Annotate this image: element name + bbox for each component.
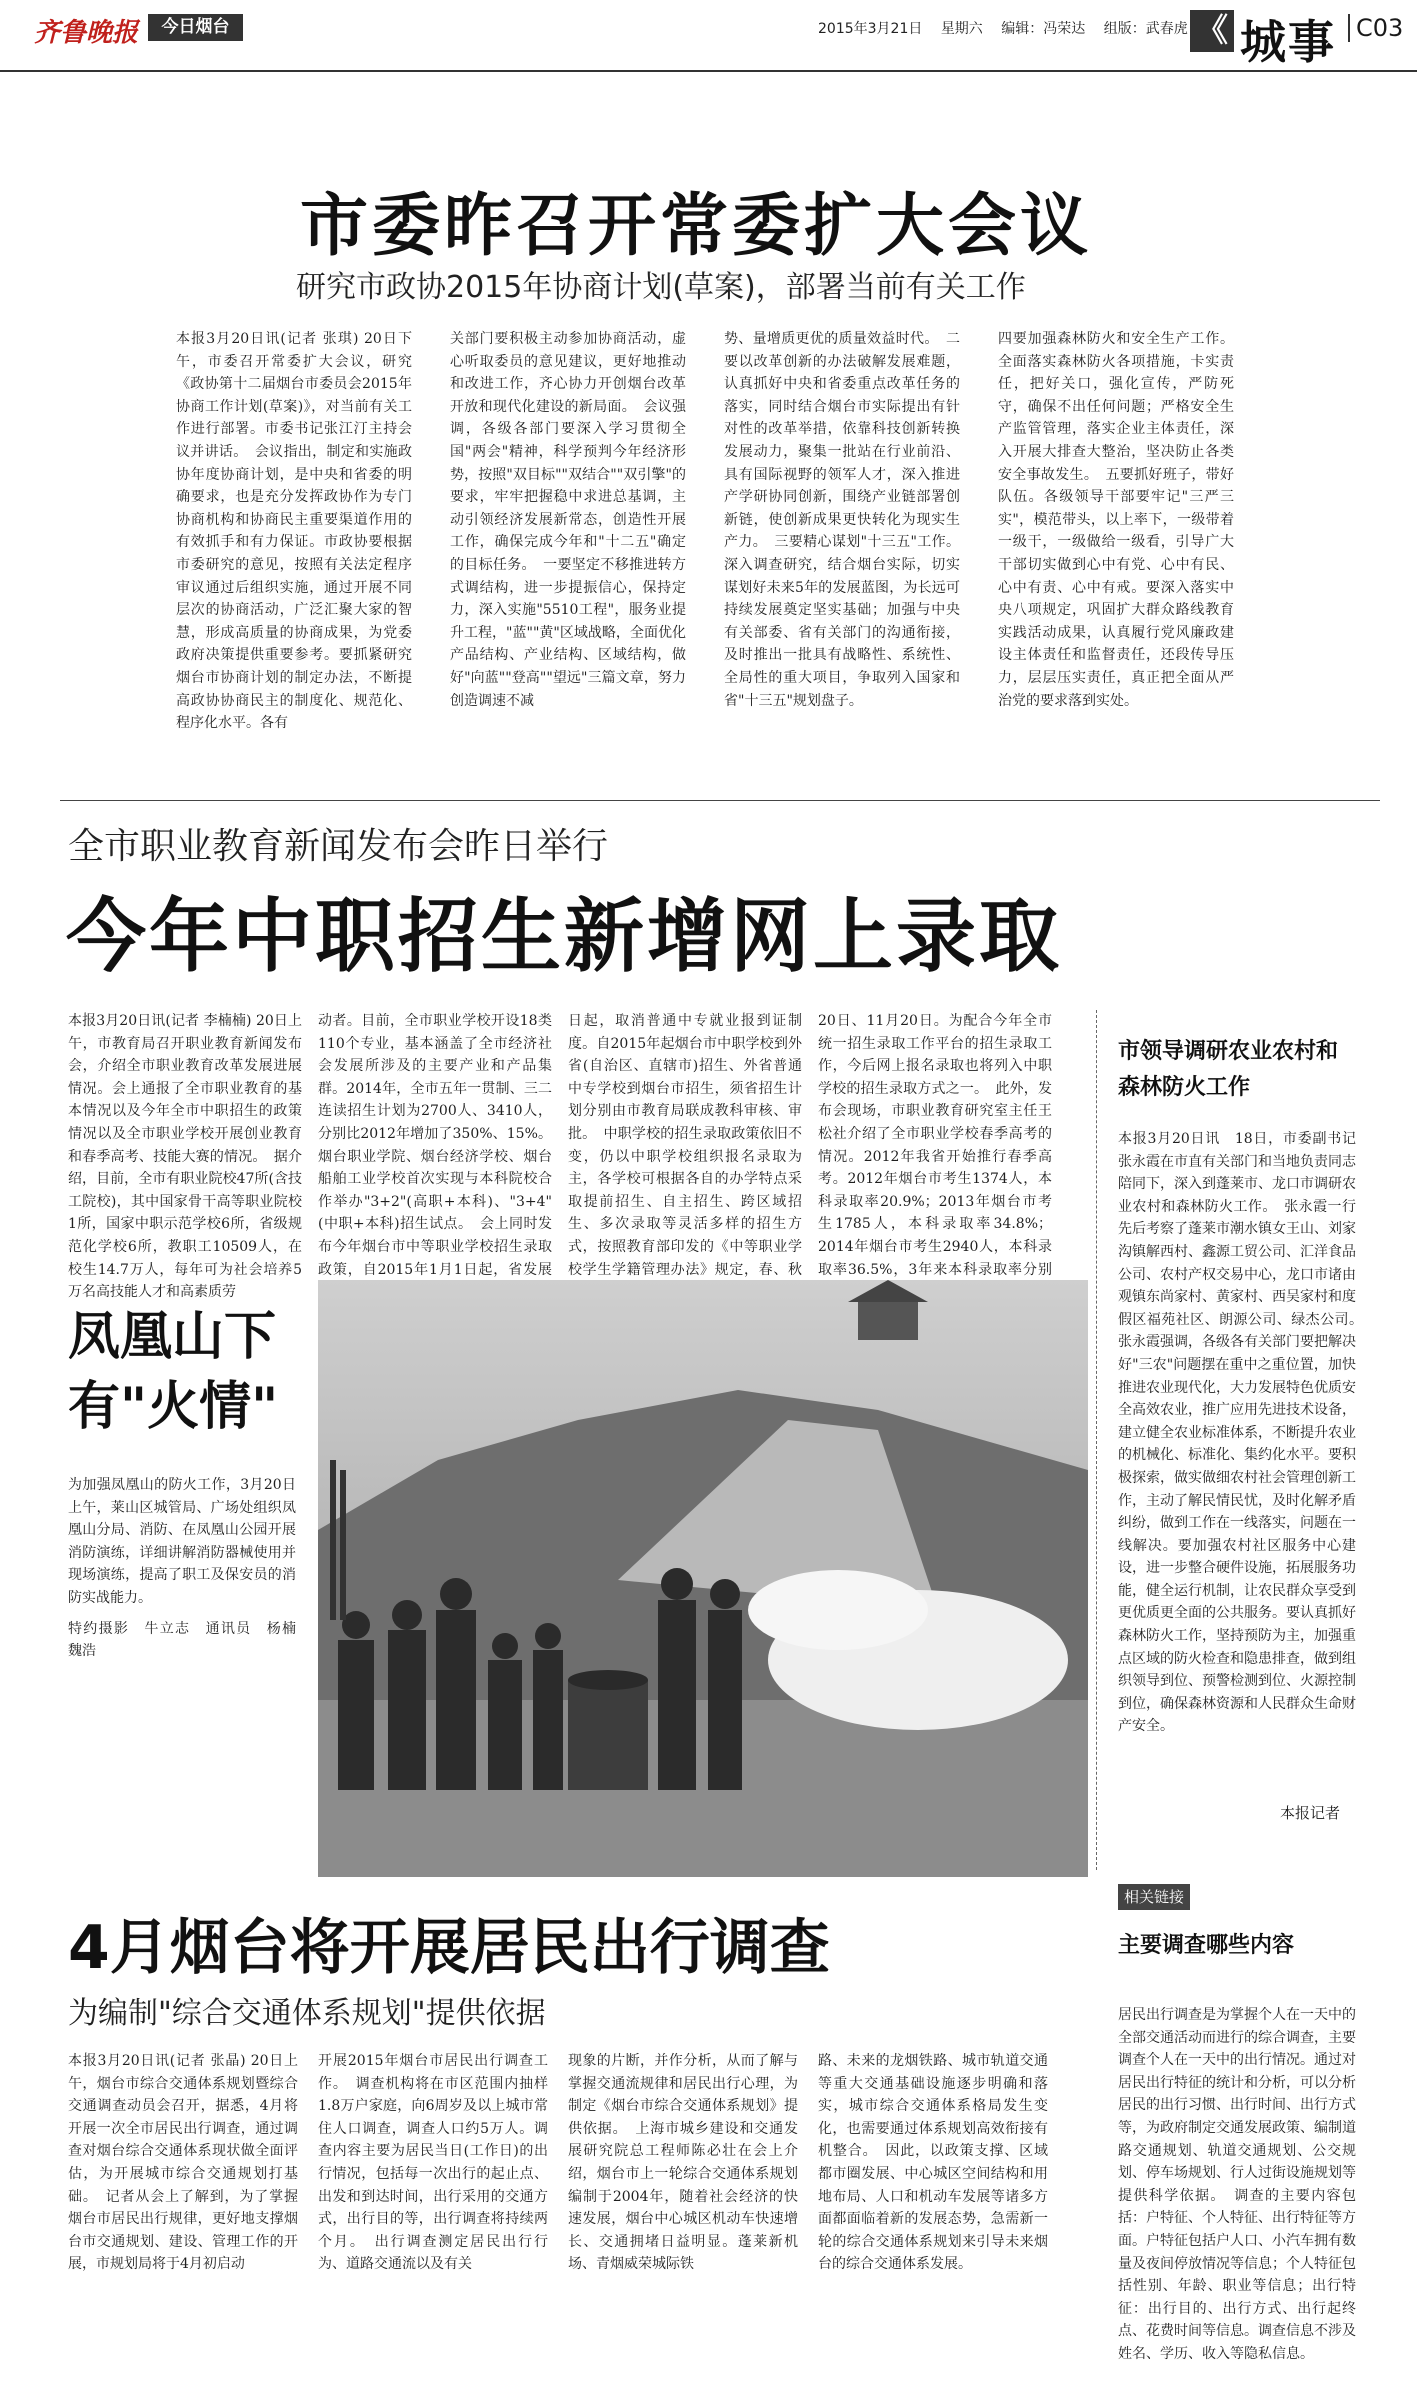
category-name: 城事 <box>1240 15 1336 69</box>
sidebar1-title: 市领导调研农业农村和森林防火工作 <box>1118 1039 1339 1100</box>
article3-column-2 <box>318 2050 548 2378</box>
issue-meta <box>818 18 1202 38</box>
related-text: 居民出行调查是为掌握个人在一天中的全部交通活动而进行的综合调查，主要调查个人在一天中的出行情况。通过对居民出行特征的统计和分析，可以分析居民的出行习惯、出行时间、出行方式等，为政府制定交通发展政策、编制道路交通规划、轨道交通规划、公交规划、停车场规划、行人过街设施规划等提供科学依据。 调查的主要内容包括：户特征、个人特征、出行特征等方面。户特征包括户人口、小汽车拥有数量及夜间停放情况等信息；个人特征包括性别、年龄、职业等信息；出行特征：出行目的、出行方式、出行起终点、花费时间等信息。调查信息不涉及姓名、学历、收入等隐私信息。 <box>1118 2007 1356 2362</box>
article2-column-2 <box>318 1010 552 1278</box>
article3-column-1 <box>68 2050 298 2378</box>
related-title: 主要调查哪些内容 <box>1118 1933 1295 1958</box>
layout-credit: 组版：武春虎 <box>1103 21 1188 37</box>
photo-credit: 特约摄影 牛立志 通讯员 杨楠 魏浩 <box>68 1620 310 1660</box>
photo-title-line2: 有"火情" <box>68 1377 279 1437</box>
article3-column-3 <box>568 2050 798 2378</box>
photo-illustration <box>318 1280 1088 1877</box>
related-link-tag: 相关链接 <box>1118 1884 1190 1910</box>
article1-col3-text: 势、量增质更优的质量效益时代。 二要以改革创新的办法破解发展难题，认真抓好中央和省委重点改革任务的落实，同时结合烟台市实际提出有针对性的改革举措，依靠科技创新转换发展动力，聚集一批站在行业前沿、具有国际视野的领军人才，深入推进产学研协同创新，围绕产业链部署创新链，使创新成果更快转化为现实生产力。 三要精心谋划"十三五"工作。深入调查研究，结合烟台实际，切实谋划好未来5年的发展蓝图，为长远可持续发展奠定坚实基础；加强与中央有关部委、省有关部门的沟通衔接，及时推出一批具有战略性、系统性、全局性的重大项目，争取列入国家和省"十三五"规划盘子。 <box>724 331 960 709</box>
photo-caption <box>68 1474 310 1784</box>
article2-col4-text: 20日、11月20日。为配合今年全市统一招生录取工作平台的招生录取工作，今后网上报名录取也将列入中职学校的招生录取方式之一。 此外，发布会现场，市职业教育研究室主任王松社介绍了全市职业学校春季高考的情况。2012年我省开始推行春季高考。2012年烟台市考生1374人，本科录取率20.9%；2013年烟台市考生1785人，本科录取率34.8%；2014年烟台市考生2940人，本科录取率36.5%，3年来本科录取率分别 <box>818 1013 1052 1278</box>
article1-col1-text: 本报3月20日讯(记者 张琪) 20日下午，市委召开常委扩大会议，研究《政协第十二届烟台市委员会2015年协商工作计划(草案)》，对当前有关工作进行部署。市委书记张江汀主持会议并讲话。 会议指出，制定和实施政协年度协商计划，是中央和省委的明确要求，也是充分发挥政协作为专门协商机构和协商民主重要渠道作用的有效抓手和有力保证。市政协要根据市委研究的意见，按照有关法定程序审议通过后组织实施，通过开展不同层次的协商活动，广泛汇聚大家的智慧，形成高质量的协商成果，为党委政府决策提供重要参考。要抓紧研究烟台市协商计划的制定办法，不断提高政协协商民主的制度化、规范化、程序化水平。各有 <box>176 331 412 732</box>
article1-column-2 <box>450 328 686 768</box>
related-body <box>1118 2004 1356 2376</box>
article2-column-1 <box>68 1010 302 1301</box>
article3-col2-text: 开展2015年烟台市居民出行调查工作。 调查机构将在市区范围内抽样1.8万户家庭，向6周岁及以上城市常住人口调查，调查人口约5万人。调查内容主要为居民当日(工作日)的出行情况，包括每一次出行的起止点、出发和到达时间，出行采用的交通方式，出行目的等，出行调查将持续两个月。 出行调查测定居民出行行为、道路交通流以及有关 <box>318 2053 548 2273</box>
article3-column-4 <box>818 2050 1048 2378</box>
news-photo-fire-drill <box>318 1280 1088 1877</box>
photo-title-line1: 凤凰山下 <box>68 1307 277 1367</box>
article3-col1-text: 本报3月20日讯(记者 张晶) 20日上午，烟台市综合交通体系规划暨综合交通调查动员会召开，据悉，4月将开展一次全市居民出行调查，通过调查对烟台综合交通体系现状做全面评估，为开展城市综合交通规划打基础。 记者从会上了解到，为了掌握烟台市居民出行规律，更好地支撑烟台市交通规划、建设、管理工作的开展，市规划局将于4月初启动 <box>68 2053 298 2273</box>
issue-date: 2015年3月21日 <box>818 21 923 37</box>
section-label: 今日烟台 <box>148 14 243 41</box>
issue-weekday: 星期六 <box>940 21 983 37</box>
article1-column-4 <box>998 328 1234 768</box>
article2-col3-text: 日起，取消普通中专就业报到证制度。自2015年起烟台市中职学校到外省(自治区、直辖市)招生、外省普通中专学校到烟台市招生，须省招生计划分别由市教育局联成教科审核、审批。 中职学校的招生录取政策依旧不变，仍以中职学校组织报名录取为主，各学校可根据各自的办学特点采取提前招生、自主招生、跨区域招生、多次录取等灵活多样的招生方式，按照教育部印发的《中等职业学校学生学籍管理办法》规定，春、秋 <box>568 1013 802 1278</box>
article1-column-3 <box>724 328 960 768</box>
newspaper-logo: 齐鲁晚报 <box>34 18 139 48</box>
editor-credit: 编辑：冯荣达 <box>1001 21 1086 37</box>
photo-caption-text: 为加强凤凰山的防火工作，3月20日上午，莱山区城管局、广场处组织凤凰山分局、消防、在凤凰山公园开展消防演练，详细讲解消防器械使用并现场演练，提高了职工及保安员的消防实战能力。 <box>68 1477 296 1606</box>
sidebar1-text: 本报3月20日讯 18日，市委副书记张永霞在市直有关部门和当地负责同志陪同下，深入到蓬莱市、龙口市调研农业农村和森林防火工作。 张永霞一行先后考察了蓬莱市潮水镇女王山、刘家沟镇解西村、鑫源工贸公司、汇洋食品公司、农村产权交易中心，龙口市诸由观镇东尚家村、黄家村、西吴家村和度假区福苑社区、朗源公司、绿杰公司。 张永霞强调，各级各有关部门要把解决好"三农"问题摆在重中之重位置，加快推进农业现代化，大力发展特色优质安全高效农业，推广应用先进技术设备，建立健全农业标准体系，不断提升农业的机械化、标准化、集约化水平。要积极探索，做实做细农村社会管理创新工作，主动了解民情民忧，及时化解矛盾纠纷，做到工作在一线落实，问题在一线解决。要加强农村社区服务中心建设，进一步整合硬件设施，拓展服务功能，健全运行机制，让农民群众享受到更优质更全面的公共服务。要认真抓好森林防火工作，坚持预防为主，加强重点区域的防火检查和隐患排查，做到组织领导到位、预警检测到位、火源控制到位，确保森林资源和人民群众生命财产安全。 <box>1118 1131 1370 1735</box>
sidebar1-byline: 本报记者 <box>1280 1804 1341 1822</box>
article3-col4-text: 路、未来的龙烟铁路、城市轨道交通等重大交通基础设施逐步明确和落实，城市综合交通体系格局发生变化，也需要通过体系规划高效衔接有机整合。 因此，以政策支撑、区域都市圈发展、中心城区空间结构和用地布局、人口和机动车发展等诸多方面都面临着新的发展态势，急需新一轮的综合交通体系规划来引导未来烟台的综合交通体系发展。 <box>818 2053 1048 2273</box>
article2-column-3 <box>568 1010 802 1278</box>
article3-subtitle: 为编制"综合交通体系规划"提供依据 <box>68 1996 546 2031</box>
article1-col2-text: 关部门要积极主动参加协商活动，虚心听取委员的意见建议，更好地推动和改进工作，齐心协力开创烟台改革开放和现代化建设的新局面。 会议强调，各级各部门要深入学习贯彻全国"两会"精神，科学预判今年经济形势，按照"双目标""双结合""双引擎"的要求，牢牢把握稳中求进总基调，主动引领经济发展新常态，创造性开展工作，确保完成今年和"十二五"确定的目标任务。 一要坚定不移推进转方式调结构，进一步提振信心，保持定力，深入实施"5510工程"，服务业提升工程，"蓝""黄"区域战略，全面优化产品结构、产业结构、区域结构，做好"向蓝""登高""望远"三篇文章，努力创造调速不减 <box>450 331 686 709</box>
article1-subtitle: 研究市政协2015年协商计划(草案)，部署当前有关工作 <box>296 270 1026 305</box>
article1-column-1 <box>176 328 412 768</box>
page-number: C03 <box>1348 14 1403 42</box>
article2-col1-text: 本报3月20日讯(记者 李楠楠) 20日上午，市教育局召开职业教育新闻发布会，介绍全市职业教育改革发展进展情况。会上通报了全市职业教育的基本情况以及今年全市中职招生的政策情况以及全市职业学校开展创业教育和春季高考、技能大赛的情况。 据介绍，目前，全市有职业院校47所(含技工院校)，其中国家骨干高等职业院校1所，国家中职示范学校6所，省级规范化学校6所，教职工10509人，在校生14.7万人，每年可为社会培养5万名高技能人才和高素质劳 <box>68 1013 302 1301</box>
sidebar1-body <box>1118 1128 1370 1800</box>
category-chevron-icon: 《 <box>1190 10 1234 52</box>
sidebar-divider <box>1096 1010 1097 1870</box>
article2-title: 今年中职招生新增网上录取 <box>66 890 1062 983</box>
divider <box>60 800 1380 801</box>
article1-col4-text: 四要加强森林防火和安全生产工作。全面落实森林防火各项措施，卡实责任，把好关口，强化宣传，严防死守，确保不出任何问题；严格安全生产监管管理，落实企业主体责任，深入开展大排查大整治，坚决防止各类安全事故发生。 五要抓好班子，带好队伍。各级领导干部要牢记"三严三实"，模范带头，以上率下，一级带着一级干，一级做给一级看，引导广大干部切实做到心中有党、心中有民、心中有责、心中有戒。要深入落实中央八项规定，巩固扩大群众路线教育实践活动成果，认真履行党风廉政建设主体责任和监督责任，还段传导压力，层层压实责任，真正把全面从严治党的要求落到实处。 <box>998 331 1234 709</box>
article2-kicker: 全市职业教育新闻发布会昨日举行 <box>68 826 609 867</box>
article3-title: 4月烟台将开展居民出行调查 <box>68 1913 830 1983</box>
article1-title: 市委昨召开常委扩大会议 <box>300 186 1093 266</box>
article2-col2-text: 动者。目前，全市职业学校开设18类110个专业，基本涵盖了全市经济社会发展所涉及的主要产业和产品集群。2014年，全市五年一贯制、三二连读招生计划为2700人、3410人，分别比2012年增加了350%、15%。烟台职业学院、烟台经济学校、烟台船舶工业学校首次实现与本科院校合作举办"3+2"(高职+本科)、"3+4"(中职+本科)招生试点。 会上同时发布今年烟台市中等职业学校招生录取政策，自2015年1月1日起，省发展 <box>318 1013 552 1278</box>
article2-column-4 <box>818 1010 1052 1278</box>
article3-col3-text: 现象的片断，并作分析，从而了解与掌握交通流规律和居民出行心理，为制定《烟台市综合交通体系规划》提供依据。 上海市城乡建设和交通发展研究院总工程师陈必壮在会上介绍，烟台市上一轮综合交通体系规划编制于2004年，随着社会经济的快速发展，烟台中心城区机动车快速增长、交通拥堵日益明显。蓬莱新机场、青烟威荣城际铁 <box>568 2053 798 2273</box>
masthead <box>0 0 1417 72</box>
